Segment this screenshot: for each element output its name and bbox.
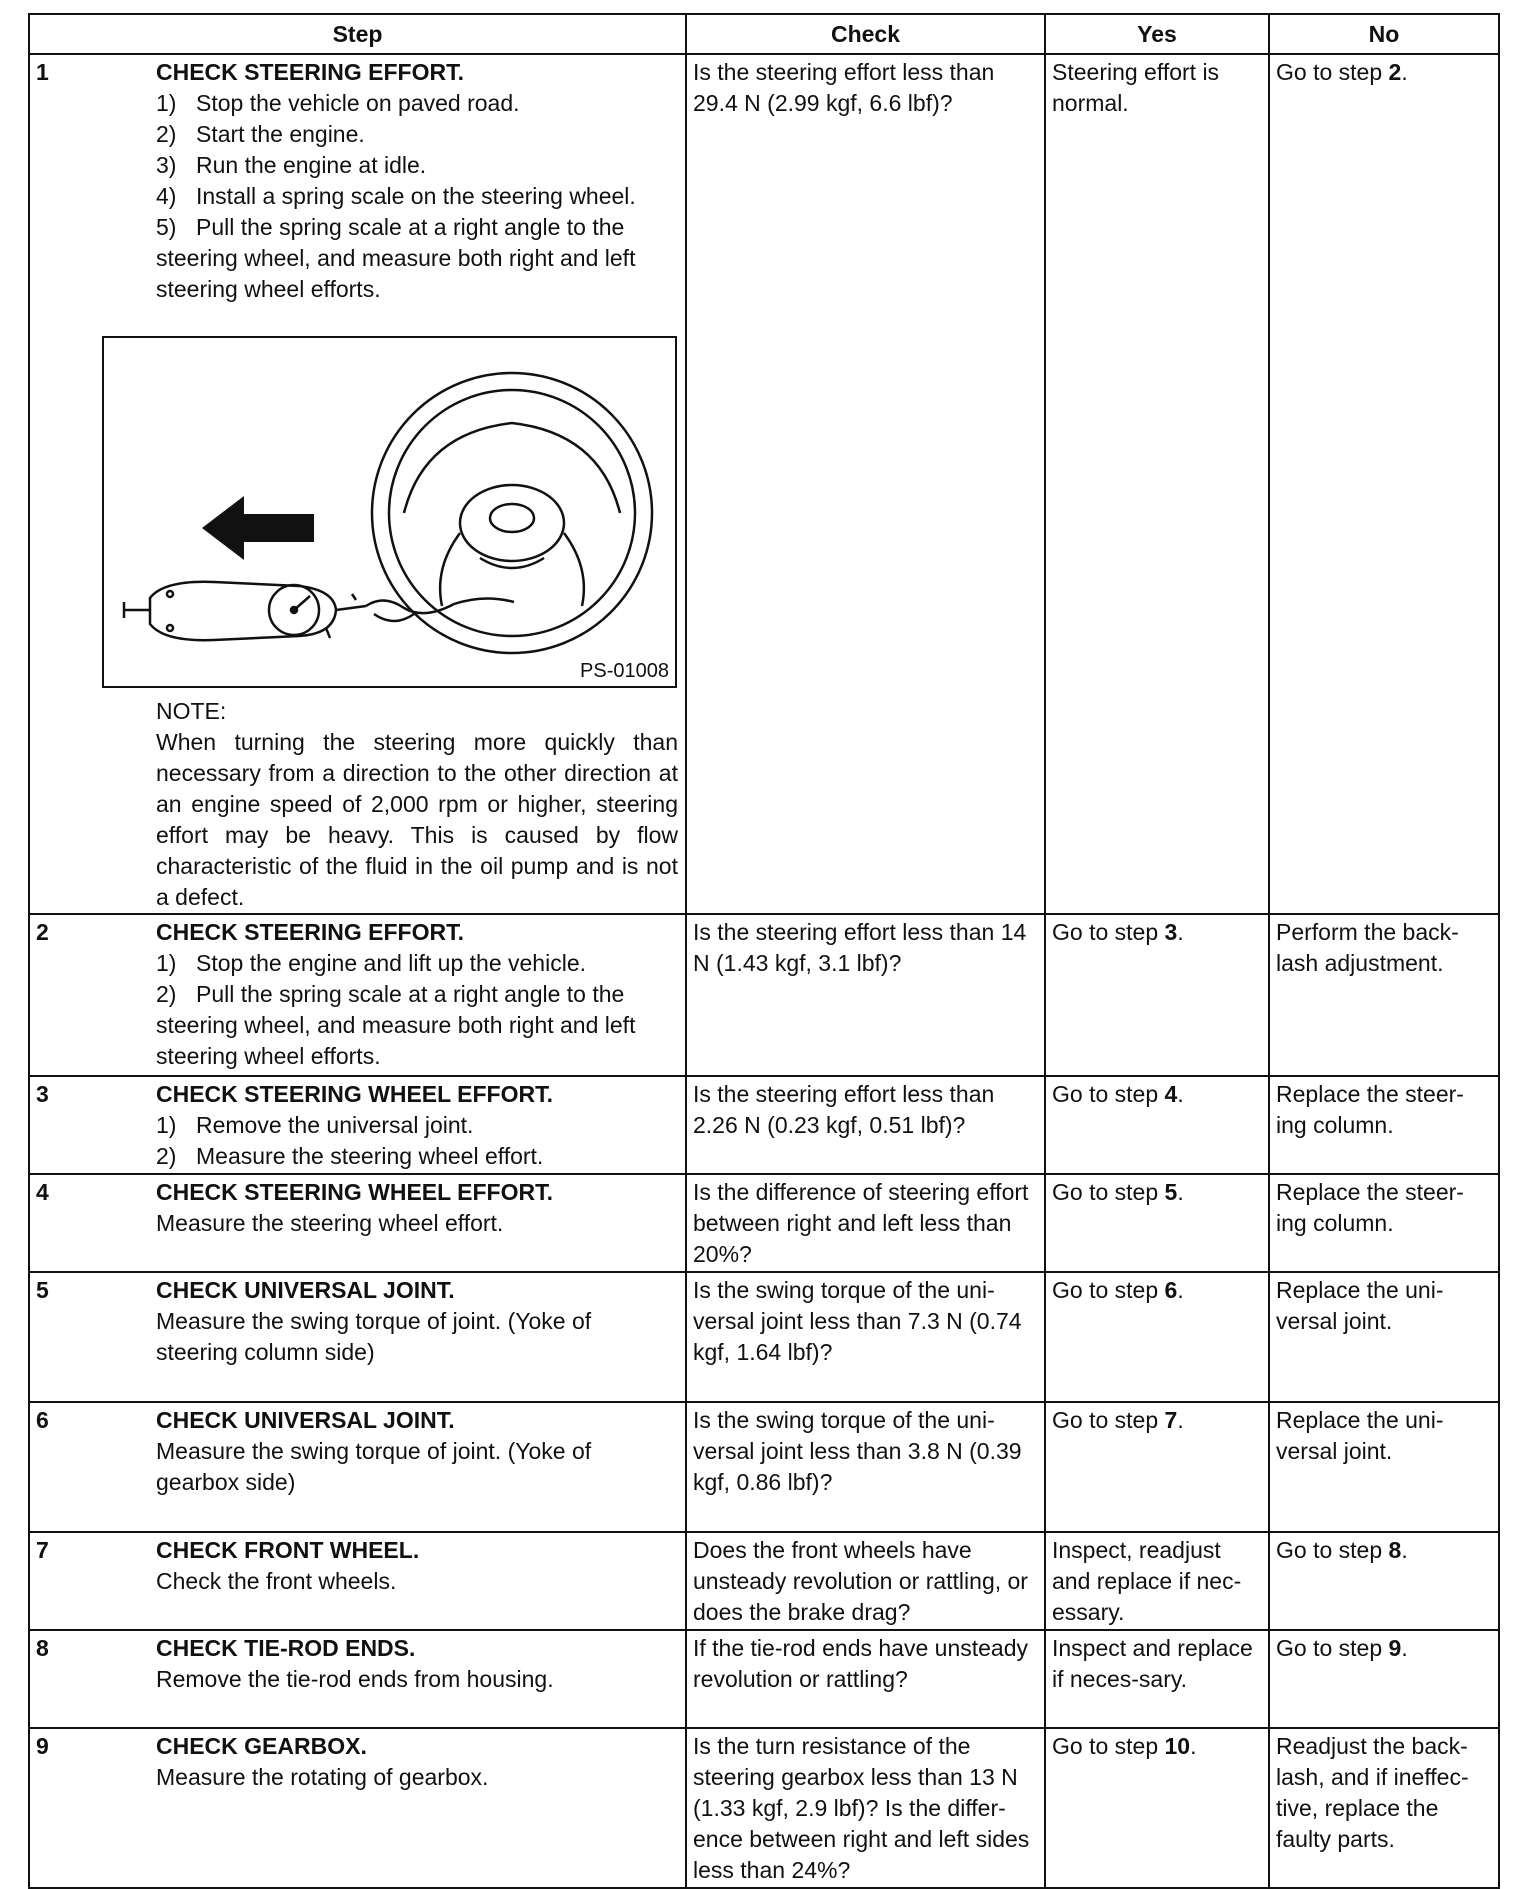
yes-cell: Go to step 6. xyxy=(1045,1272,1269,1402)
step-reference: 9 xyxy=(1388,1635,1402,1661)
yes-cell: Go to step 3. xyxy=(1045,914,1269,1076)
step-number: 1 xyxy=(36,59,49,85)
step-number: 5 xyxy=(36,1277,49,1303)
step-cell xyxy=(29,1402,686,1532)
yes-cell: Go to step 7. xyxy=(1045,1402,1269,1532)
step-cell xyxy=(29,1076,686,1174)
no-cell: Go to step 2. xyxy=(1269,54,1499,914)
note-text: When turning the steering more quickly than necessary from a direction to the other direction at an engine speed of 2,000 rpm or higher, steering effort may be heavy. This is caused by flow characteristic of the fluid in the oil pump and is not a defect. xyxy=(156,729,678,910)
step-cell xyxy=(29,1174,686,1272)
substep: 5) Pull the spring scale at a right angle to the steering wheel, and measure both right and left steering wheel efforts. xyxy=(156,214,636,302)
no-cell: Replace the uni-versal joint. xyxy=(1269,1402,1499,1532)
check-cell: Is the swing torque of the uni-versal joint less than 3.8 N (0.39 kgf, 0.86 lbf)? xyxy=(686,1402,1045,1532)
header-check: Check xyxy=(686,14,1045,54)
check-cell: Is the turn resistance of the steering gearbox less than 13 N (1.33 kgf, 2.9 lbf)? Is the differ-ence between right and left sides less than 24%? xyxy=(686,1728,1045,1888)
yes-cell: Inspect and replace if neces-sary. xyxy=(1045,1630,1269,1728)
substep: 4) Install a spring scale on the steering wheel. xyxy=(156,183,636,209)
substep: 2) Pull the spring scale at a right angle to the steering wheel, and measure both right and left steering wheel efforts. xyxy=(156,981,636,1069)
step-number: 6 xyxy=(36,1407,49,1433)
substep: 1) Remove the universal joint. xyxy=(156,1112,474,1138)
step-title: CHECK GEARBOX. xyxy=(156,1733,367,1759)
step-title: CHECK STEERING EFFORT. xyxy=(156,59,464,85)
no-cell: Replace the steer-ing column. xyxy=(1269,1174,1499,1272)
substep: 1) Stop the engine and lift up the vehicle. xyxy=(156,950,587,976)
header-row xyxy=(29,14,1499,54)
step-reference: 5 xyxy=(1164,1179,1178,1205)
step-instruction: Measure the swing torque of joint. (Yoke of steering column side) xyxy=(156,1308,592,1365)
check-cell: Is the steering effort less than 2.26 N (0.23 kgf, 0.51 lbf)? xyxy=(686,1076,1045,1174)
diagnostic-table xyxy=(28,13,1500,1889)
substep: 1) Stop the vehicle on paved road. xyxy=(156,90,520,116)
step-instruction: Measure the rotating of gearbox. xyxy=(156,1764,489,1790)
no-cell: Readjust the back-lash, and if ineffec-tive, replace the faulty parts. xyxy=(1269,1728,1499,1888)
table-row xyxy=(29,1076,1499,1174)
step-title: CHECK STEERING EFFORT. xyxy=(156,919,464,945)
check-cell: Is the steering effort less than 29.4 N (2.99 kgf, 6.6 lbf)? xyxy=(686,54,1045,914)
no-cell: Replace the steer-ing column. xyxy=(1269,1076,1499,1174)
check-cell: Is the difference of steering effort between right and left less than 20%? xyxy=(686,1174,1045,1272)
substep: 2) Start the engine. xyxy=(156,121,365,147)
step-reference: 3 xyxy=(1164,919,1178,945)
step-title: CHECK UNIVERSAL JOINT. xyxy=(156,1407,455,1433)
step-instruction: Check the front wheels. xyxy=(156,1568,397,1594)
step-instruction: Remove the tie-rod ends from housing. xyxy=(156,1666,554,1692)
step-reference: 8 xyxy=(1388,1537,1402,1563)
yes-cell: Go to step 5. xyxy=(1045,1174,1269,1272)
substep: 2) Measure the steering wheel effort. xyxy=(156,1143,544,1169)
header-yes: Yes xyxy=(1045,14,1269,54)
table-row xyxy=(29,1402,1499,1532)
step-number: 7 xyxy=(36,1537,49,1563)
table-row xyxy=(29,1174,1499,1272)
step-reference: 10 xyxy=(1164,1733,1191,1759)
step-reference: 7 xyxy=(1164,1407,1178,1433)
yes-cell: Steering effort is normal. xyxy=(1045,54,1269,914)
no-cell: Go to step 9. xyxy=(1269,1630,1499,1728)
check-cell: Is the swing torque of the uni-versal joint less than 7.3 N (0.74 kgf, 1.64 lbf)? xyxy=(686,1272,1045,1402)
step-number: 2 xyxy=(36,919,49,945)
step-reference: 6 xyxy=(1164,1277,1178,1303)
steering-effort-figure xyxy=(102,336,677,688)
step-reference: 4 xyxy=(1164,1081,1178,1107)
step-cell xyxy=(29,1532,686,1630)
step-instruction: Measure the swing torque of joint. (Yoke of gearbox side) xyxy=(156,1438,592,1495)
step-number: 4 xyxy=(36,1179,49,1205)
pull-direction-arrow-icon xyxy=(202,496,314,560)
step-number: 9 xyxy=(36,1733,49,1759)
step-cell xyxy=(29,1272,686,1402)
check-cell: Does the front wheels have unsteady revolution or rattling, or does the brake drag? xyxy=(686,1532,1045,1630)
step-number: 8 xyxy=(36,1635,49,1661)
step-cell xyxy=(29,1630,686,1728)
table-row xyxy=(29,54,1499,914)
step-cell xyxy=(29,914,686,1076)
check-cell: Is the steering effort less than 14 N (1.43 kgf, 3.1 lbf)? xyxy=(686,914,1045,1076)
table-row xyxy=(29,914,1499,1076)
figure-code: PS-01008 xyxy=(580,660,669,682)
step-title: CHECK STEERING WHEEL EFFORT. xyxy=(156,1081,553,1107)
yes-cell: Inspect, readjust and replace if nec-essary. xyxy=(1045,1532,1269,1630)
no-cell: Go to step 8. xyxy=(1269,1532,1499,1630)
no-cell: Perform the back-lash adjustment. xyxy=(1269,914,1499,1076)
step-instruction: Measure the steering wheel effort. xyxy=(156,1210,504,1236)
spring-scale-icon xyxy=(124,582,514,640)
substep: 3) Run the engine at idle. xyxy=(156,152,427,178)
table-row xyxy=(29,1532,1499,1630)
yes-cell: Go to step 4. xyxy=(1045,1076,1269,1174)
header-step: Step xyxy=(29,14,686,54)
step-number: 3 xyxy=(36,1081,49,1107)
step-title: CHECK FRONT WHEEL. xyxy=(156,1537,420,1563)
note-label: NOTE: xyxy=(156,698,227,724)
spring-scale-illustration xyxy=(104,338,675,686)
step-title: CHECK TIE-ROD ENDS. xyxy=(156,1635,416,1661)
step-cell xyxy=(29,1728,686,1888)
step-cell xyxy=(29,54,686,914)
table-row xyxy=(29,1630,1499,1728)
step-title: CHECK UNIVERSAL JOINT. xyxy=(156,1277,455,1303)
table-row xyxy=(29,1272,1499,1402)
step-title: CHECK STEERING WHEEL EFFORT. xyxy=(156,1179,553,1205)
header-no: No xyxy=(1269,14,1499,54)
yes-cell: Go to step 10. xyxy=(1045,1728,1269,1888)
no-cell: Replace the uni-versal joint. xyxy=(1269,1272,1499,1402)
step-reference: 2 xyxy=(1388,59,1402,85)
check-cell: If the tie-rod ends have unsteady revolution or rattling? xyxy=(686,1630,1045,1728)
table-row xyxy=(29,1728,1499,1888)
